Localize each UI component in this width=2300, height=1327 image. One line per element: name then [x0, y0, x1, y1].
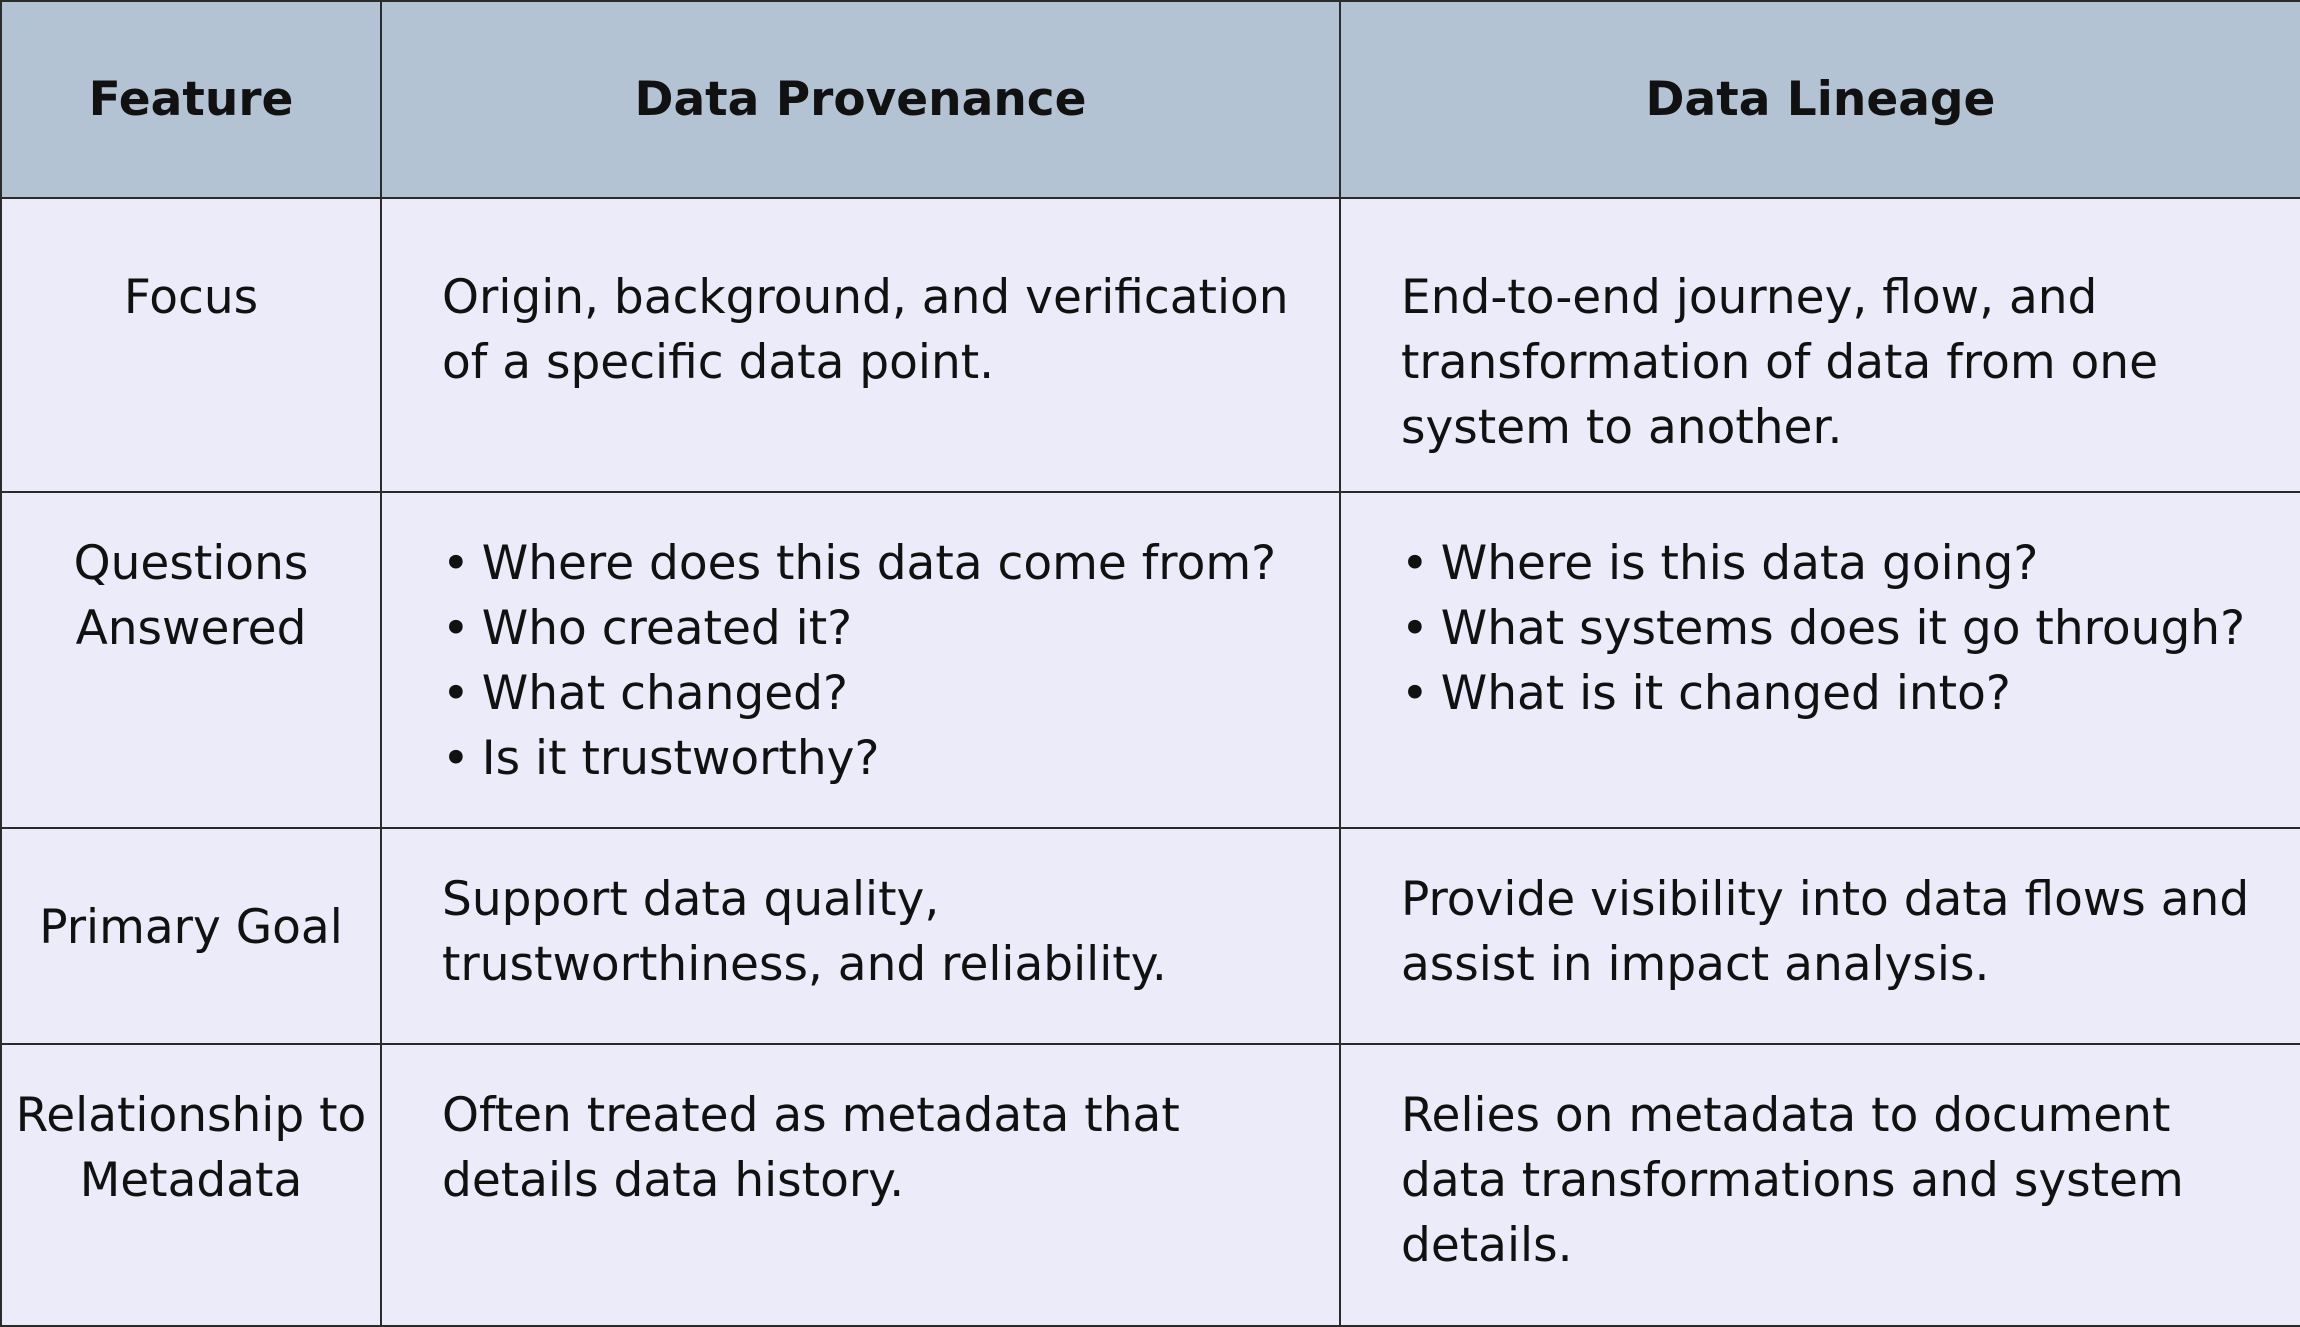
lineage-cell-questions-answered: [1340, 492, 2300, 828]
feature-cell-focus: Focus: [1, 198, 381, 492]
list-item: • Who created it?: [442, 596, 1299, 661]
lineage-cell-primary-goal: Provide visibility into data flows and assist in impact analysis.: [1340, 828, 2300, 1044]
provenance-cell-relationship-to-metadata: Often treated as metadata that details data history.: [381, 1044, 1340, 1326]
table-header: [1, 1, 2300, 198]
lineage-questions-list: [1401, 531, 2260, 726]
table-row-primary-goal: [1, 828, 2300, 1044]
lineage-cell-relationship-to-metadata: Relies on metadata to document data transformations and system details.: [1340, 1044, 2300, 1326]
lineage-cell-focus: End-to-end journey, flow, and transformation of data from one system to another.: [1340, 198, 2300, 492]
feature-cell-relationship-to-metadata: Relationship to Metadata: [1, 1044, 381, 1326]
header-row: [1, 1, 2300, 198]
header-data-provenance: Data Provenance: [381, 1, 1340, 198]
header-feature: Feature: [1, 1, 381, 198]
list-item: • Where is this data going?: [1401, 531, 2260, 596]
list-item: • What changed?: [442, 661, 1299, 726]
table-row-relationship-to-metadata: [1, 1044, 2300, 1326]
table-body: [1, 198, 2300, 1326]
table-row-questions-answered: [1, 492, 2300, 828]
provenance-cell-primary-goal: Support data quality, trustworthiness, and reliability.: [381, 828, 1340, 1044]
list-item: • What systems does it go through?: [1401, 596, 2260, 661]
provenance-cell-questions-answered: [381, 492, 1340, 828]
list-item: • What is it changed into?: [1401, 661, 2260, 726]
list-item: • Where does this data come from?: [442, 531, 1299, 596]
provenance-questions-list: [442, 531, 1299, 791]
feature-cell-questions-answered: Questions Answered: [1, 492, 381, 828]
feature-cell-primary-goal: Primary Goal: [1, 828, 381, 1044]
header-data-lineage: Data Lineage: [1340, 1, 2300, 198]
table-row-focus: [1, 198, 2300, 492]
provenance-cell-focus: Origin, background, and verification of a specific data point.: [381, 198, 1340, 492]
list-item: • Is it trustworthy?: [442, 726, 1299, 791]
